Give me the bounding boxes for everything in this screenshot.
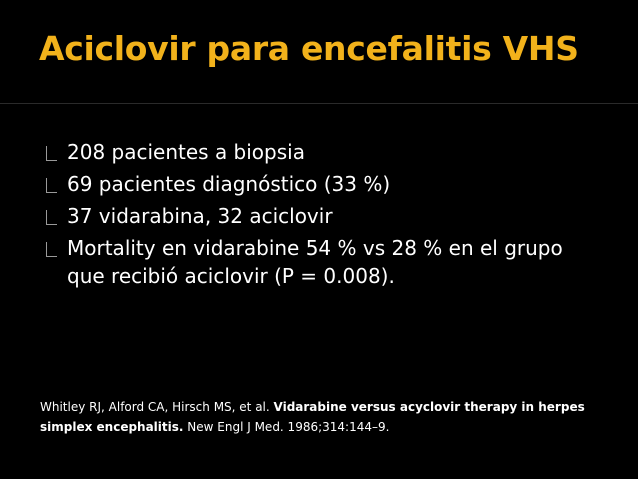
bullet-item xyxy=(0,170,587,198)
bullet-marker-icon xyxy=(46,146,57,161)
bullet-item xyxy=(0,234,587,290)
bullet-text: 69 pacientes diagnóstico (33 %) xyxy=(67,172,391,196)
bullet-marker-icon xyxy=(46,242,57,257)
bullet-text: Mortality en vidarabine 54 % vs 28 % en el grupo que recibió aciclovir (P = 0.008). xyxy=(67,236,563,288)
bullet-text: 37 vidarabina, 32 aciclovir xyxy=(67,204,333,228)
title-bar xyxy=(0,0,638,104)
slide-content xyxy=(0,108,638,479)
bullet-item xyxy=(0,138,587,166)
reference-citation xyxy=(40,397,600,437)
bullet-item xyxy=(0,202,587,230)
reference-authors: Whitley RJ, Alford CA, Hirsch MS, et al. xyxy=(40,400,274,414)
slide-title: Aciclovir para encefalitis VHS xyxy=(39,29,579,68)
bullet-marker-icon xyxy=(46,178,57,193)
reference-journal: New Engl J Med. 1986;314:144–9. xyxy=(183,420,390,434)
bullet-text: 208 pacientes a biopsia xyxy=(67,140,305,164)
reference-article-title: Vidarabine versus acyclovir therapy in herpes simplex encephalitis. xyxy=(40,400,585,434)
bullet-marker-icon xyxy=(46,210,57,225)
bullet-list xyxy=(0,138,587,294)
